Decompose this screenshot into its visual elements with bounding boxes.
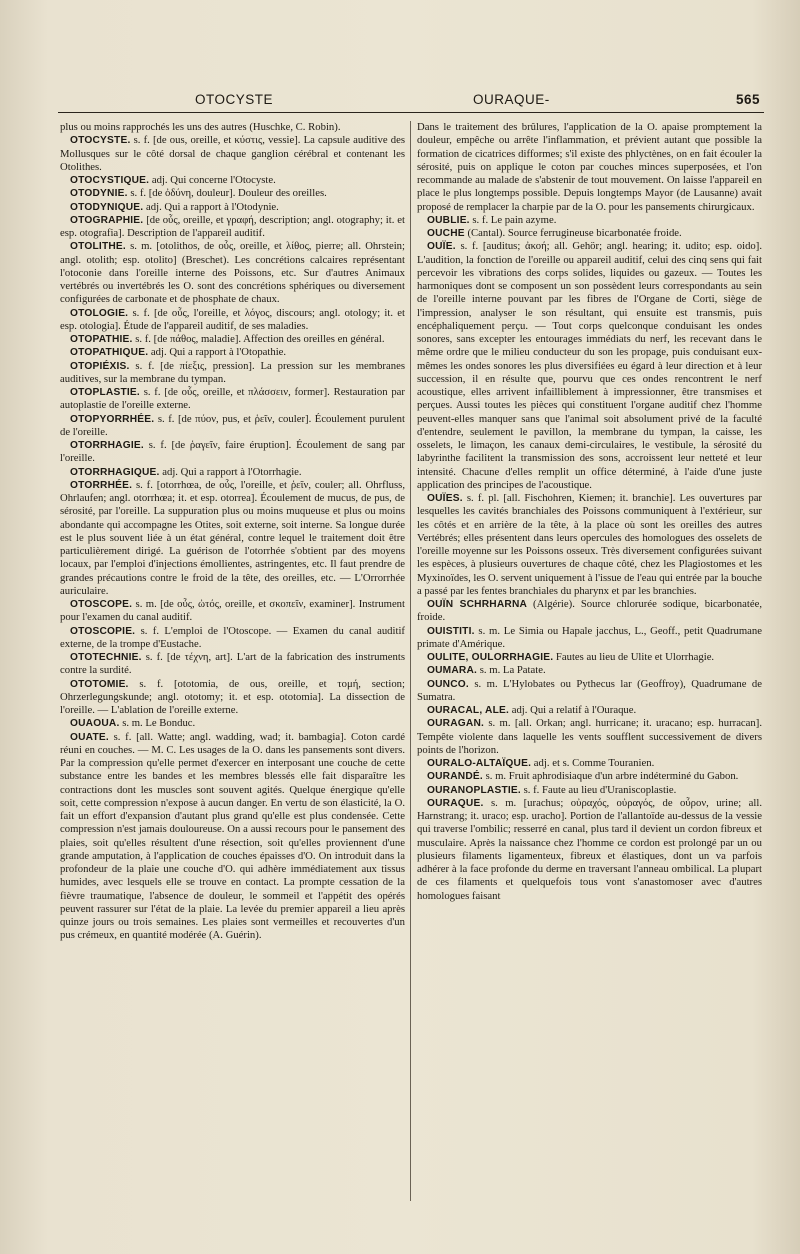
right-column: [417, 121, 762, 903]
entry-definition: s. f. L'emploi de l'Otoscope. — Examen du canal auditif externe, de la trompe d'Eustache.: [60, 624, 405, 650]
entry-headword: OTOCYSTIQUE.: [70, 175, 150, 186]
entry-definition: s. f. [all. Watte; angl. wadding, wad; it. bambagia]. Coton cardé réuni en couches. — M. C. Les usages de la O. dans les pansements sont divers. Par la compression qu'elle permet d'exercer en interposant une couche de cette substance entre les bandes et les membres blessés elle fait disparaître les contractions dont les muscles sont souvent agités. Quelque énergique qu'elle soit, cette compression n'expose à aucun danger. En vertu de son élasticité, la O. fait un effort d'expansion d'autant plus grand qu'elle est plus condensée. Cette compression n'est jamais douloureuse. On a aussi recours pour le pansement des plaies, soit qu'elles résultent d'une résection, soit qu'elles proviennent d'une grande amputation, à l'application de couches épaisses d'O. On introduit dans la profondeur de la plaie une couche d'O. qui adhère immédiatement aux tissus humides, avec lesquels elle se trouve en contact. La prompte cessation de la fièvre traumatique, l'absence de douleur, le sommeil et l'appétit des opérés peuvent rassurer sur l'état de la plaie. La levée du premier appareil a lieu après quinze jours ou trois semaines. Les plaies sont vermeilles et recouvertes d'un pus crémeux, en quantité modérée (A. Guérin).: [60, 730, 405, 942]
entry-definition: s. m. Le Simia ou Hapale jacchus, L., Geoff., petit Quadrumane primate d'Amérique.: [417, 624, 762, 650]
dictionary-entry: [60, 651, 405, 678]
entry-definition: adj. et s. Comme Touranien.: [531, 757, 655, 769]
dictionary-entry: [60, 717, 405, 730]
dictionary-entry: [60, 360, 405, 387]
entry-headword: OUAOUA.: [70, 718, 120, 730]
entry-headword: OURACAL, ALE.: [427, 705, 510, 716]
entry-headword: OTOLITHE.: [70, 241, 126, 253]
header-rule: [58, 112, 764, 113]
entry-definition: plus ou moins rapprochés les uns des autres (Huschke, C. Robin).: [60, 121, 341, 133]
dictionary-entry: [60, 174, 405, 187]
entry-headword: OTOTECHNIE.: [70, 652, 142, 663]
entry-definition: adj. Qui a rapport à l'Otodynie.: [143, 200, 279, 213]
entry-headword: OTOLOGIE.: [70, 307, 129, 319]
entry-definition: adj. Qui a rapport à l'Otorrhagie.: [159, 465, 302, 478]
entry-definition: (Algérie). Source chlorurée sodique, bicarbonatée, froide.: [417, 598, 762, 624]
entry-definition: s. f. [de πύον, pus, et ῥεῖν, couler]. Écoulement purulent de l'oreille.: [60, 412, 405, 438]
entry-definition: s. f. pl. [all. Fischohren, Kiemen; it. branchie]. Les ouvertures par lesquelles les cavités branchiales des Poissons communiquent à l'extérieur, sur les côtés et en arrière de la tête, à la place où sont les oreilles des autres Vertébrés; elles présentent dans leurs opercules des homologues des osselets de l'oreille moyenne sur les Poissons osseux. Très diversement configurées suivant les espèces, à plusieurs ouvertures de chaque côté, chez les Plagiostomes et les Myxinoïdes, les O. servent uniquement à l'issue de l'eau qui entrée par la bouche a passé par les fentes branchiales du pharynx et par les branchies.: [417, 492, 762, 597]
entry-definition: [de οὖς, oreille, et γραφή, description; angl. otography; it. et esp. otografia]. Description de l'appareil auditif.: [60, 213, 405, 239]
dictionary-entry: [60, 333, 405, 346]
dictionary-entry: [60, 731, 405, 943]
dictionary-entry: [60, 214, 405, 241]
entry-headword: OUÏN SCHRHARNA: [427, 599, 528, 610]
entry-definition: s. f. [de πίεξις, pression]. La pression sur les membranes auditives, sur la membrane du tympan.: [60, 359, 405, 385]
dictionary-entry: [60, 307, 405, 334]
dictionary-entry: [60, 386, 405, 413]
entry-headword: OUÏE.: [427, 241, 456, 253]
entry-headword: OURAQUE.: [427, 797, 484, 809]
running-header: [60, 92, 760, 112]
dictionary-entry: [60, 598, 405, 625]
entry-definition: s. f. [otorrhœa, de οὖς, l'oreille, et ῥεῖν, couler; all. Ohrfluss, Ohrlaufen; angl. otorrhœa; it. et esp. otorrea]. Écoulement de mucus, de pus, de sérosité, par l'oreille. La suppuration plus ou moins muqueuse et plus ou moins abondante qui accompagne les Otites, soit externe, soit interne. Sa longue durée est le plus souvent liée à un état général, contre lequel le traitement doit être particulièrement dirigé. La guérison de l'otorrhée s'obtient par des moyens locaux, par l'emploi d'injections émollientes, astringentes, etc. Il faut prendre de grandes précautions contre le froid de la tête, des oreilles, etc. — L'Orrorrhée auriculaire.: [60, 478, 405, 597]
entry-definition: Fautes au lieu de Ulite et Ulorrhagie.: [553, 651, 715, 663]
entry-headword: OURAGAN.: [427, 718, 485, 730]
dictionary-entry: [417, 492, 762, 598]
dictionary-entry: [60, 121, 405, 134]
dictionary-entry: [417, 651, 762, 664]
dictionary-entry: [417, 240, 762, 492]
entry-definition: s. f. [de πάθος, maladie]. Affection des oreilles en général.: [132, 333, 385, 345]
header-right-word: OURAQUE-: [473, 92, 550, 107]
entry-headword: OUATE.: [70, 731, 109, 743]
entry-definition: s. m. L'Hylobates ou Pythecus lar (Geoffroy), Quadrumane de Sumatra.: [417, 677, 762, 703]
entry-definition: s. m. La Patate.: [477, 664, 546, 677]
entry-definition: s. m. [otolithos, de οὖς, oreille, et λίθος, pierre; all. Ohrstein; angl. otolith; esp. otolito] (Breschet). Les concrétions calcaires représentant l'otoconie dans l'oreille interne des Poissons, etc. Sur d'autres Animaux vertébrés ou invertébrés les O. sont des concrétions sphériques ou diversement configurées de carbonate et de phosphate de chaux.: [60, 240, 405, 306]
entry-headword: OTODYNIQUE.: [70, 201, 144, 213]
entry-headword: OULITE, OULORRHAGIE.: [427, 652, 554, 663]
entry-definition: adj. Qui a relatif à l'Ouraque.: [509, 704, 637, 716]
entry-definition: s. m. Le Bonduc.: [119, 717, 196, 730]
dictionary-entry: [417, 770, 762, 783]
entry-headword: OTODYNIE.: [70, 188, 128, 200]
dictionary-entry: [60, 413, 405, 440]
dictionary-entry: [60, 201, 405, 214]
dictionary-entry: [417, 625, 762, 652]
entry-headword: OTOPLASTIE.: [70, 387, 140, 398]
entry-definition: adj. Qui a rapport à l'Otopathie.: [148, 346, 287, 359]
entry-headword: OURANOPLASTIE.: [427, 784, 521, 796]
entry-definition: s. f. [auditus; ἀκοή; all. Gehör; angl. hearing; it. udito; esp. oido]. L'audition, la fonction de l'oreille ou appareil auditif, celui des cinq sens qui fait percevoir les vibrations des corps solides, liquides ou gazeux. — Toutes les harmoniques dont se composent un son possèdent leurs correspondants au sein de l'oreille interne pouvant par les fibres de l'Organe de Corti, siège de l'impression, analyser le son résultant, qui ensuite est transmis, puis encéphaliquement perçu. — Tout corps quelconque conduisant les ondes sonores, sans excepter les entourages immédiats du nerf, les recevant dans le même ordre que le milieu conducteur du son les propage, puis conduisant eux-mêmes les ondes sonores les plus diversifiées eu égard à leur direction et à leur succession, il en résulte que, pourvu que ces ondes rencontrent le nerf acoustique, elles arrivent infailliblement à impressionner, être transmises et perçues. Aussi toutes les pièces qui constituent l'organe auditif chez l'homme peuvent-elles manquer sans que l'animal soit absolument privé de la faculté d'entendre, seulement le pavillon, la membrane du tympan, la caisse, les osselets, le limaçon, les canaux demi-circulaires, le vestibule, la sérosité du labyrinthe facilitent la transmission des sons, accroissent leur netteté et leur intensité. Chacune d'elles remplit un office déterminé, à l'aide d'une juste application des principes de l'acoustique.: [417, 240, 762, 491]
dictionary-entry: [60, 479, 405, 598]
entry-definition: s. m. [urachus; οὐραχός, οὐραγός, de οὖρον, urine; all. Harnstrang; it. uraco; esp. uracho]. Portion de l'allantoïde au-dessus de la vessie qui traverse l'ombilic; resserré en canal, plus tard il devient un cordon fibreux et musculaire. Après la naissance chez l'homme ce cordon est prolongé par un ou plusieurs filaments ligamenteux, fibreux et élastiques, dont un va parfois adhérer à la face profonde du derme en traversant l'anneau ombilical. La plupart de ces filaments et quelquefois tous vont s'anastomoser avec d'autres homologues faisant: [417, 796, 762, 902]
entry-definition: s. m. Fruit aphrodisiaque d'un arbre indéterminé du Gabon.: [482, 770, 739, 783]
header-left-word: OTOCYSTE: [195, 92, 274, 107]
dictionary-entry: [60, 678, 405, 718]
entry-headword: OUCHE: [427, 228, 465, 239]
dictionary-entry: [417, 214, 762, 227]
entry-definition: s. f. [de τέχνη, art]. L'art de la fabrication des instruments contre la surdité.: [60, 651, 405, 677]
dictionary-entry: [60, 240, 405, 306]
entry-headword: OUISTITI.: [427, 625, 475, 637]
entry-headword: OTOPATHIE.: [70, 334, 133, 345]
dictionary-entry: [417, 598, 762, 625]
entry-definition: s. m. [all. Orkan; angl. hurricane; it. uracano; esp. hurracan]. Tempête violente dans laquelle les vents soufflent successivement de divers points de l'horizon.: [417, 717, 762, 756]
dictionary-entry: [417, 717, 762, 757]
dictionary-entry: [417, 784, 762, 797]
entry-headword: OTOSCOPE.: [70, 599, 133, 610]
entry-headword: OTORRHAGIQUE.: [70, 466, 160, 478]
entry-headword: OURALO-ALTAÏQUE.: [427, 758, 532, 769]
dictionary-entry: [60, 625, 405, 652]
dictionary-entry: [417, 121, 762, 214]
entry-headword: OTOTOMIE.: [70, 678, 129, 690]
entry-headword: OTOPATHIQUE.: [70, 347, 149, 359]
entry-definition: s. f. [de ὀδύνη, douleur]. Douleur des oreilles.: [127, 187, 327, 200]
dictionary-entry: [417, 678, 762, 705]
dictionary-entry: [417, 757, 762, 770]
dictionary-entry: [417, 664, 762, 677]
left-column: [60, 121, 405, 943]
entry-headword: OUMARA.: [427, 665, 478, 677]
entry-headword: OTOSCOPIE.: [70, 625, 136, 637]
entry-definition: Dans le traitement des brûlures, l'application de la O. apaise promptement la douleur, empêche ou arrête l'inflammation, et prévient autant que possible la formation de cicatrices difformes; s'il existe des phlyctènes, on en fait écouler la sérosité, puis on applique le coton par couches minces superposées, et l'on recommande au malade de s'abstenir de tout mouvement. On laisse l'appareil en place le plus longtemps possible. Depuis longtemps Mayor (de Lausanne) avait proposé de remplacer la charpie par de la O. pour les pansements chirurgicaux.: [417, 121, 762, 213]
entry-definition: adj. Qui concerne l'Otocyste.: [149, 174, 276, 186]
entry-definition: s. f. [de οὖς, l'oreille, et λόγος, discours; angl. otology; it. et esp. otologia]. Étude de l'appareil auditif, de ses maladies.: [60, 306, 405, 332]
entry-headword: OTOPYORRHÉE.: [70, 413, 155, 425]
entry-headword: OTORRHAGIE.: [70, 440, 144, 451]
entry-headword: OUBLIE.: [427, 214, 470, 226]
entry-definition: s. f. Faute au lieu d'Uraniscoplastie.: [520, 783, 677, 796]
column-divider: [410, 121, 411, 1201]
entry-definition: s. m. [de οὖς, ὠτός, oreille, et σκοπεῖν, examiner]. Instrument pour l'examen du canal auditif.: [60, 598, 405, 624]
dictionary-entry: [60, 134, 405, 174]
entry-headword: OURANDÉ.: [427, 771, 483, 783]
entry-headword: OTOPIÉXIS.: [70, 360, 130, 372]
dictionary-entry: [417, 797, 762, 903]
entry-headword: OTOCYSTE.: [70, 135, 131, 147]
entry-definition: s. f. [ototomia, de ous, oreille, et τομή, section; Ohrzerlegungskunde; angl. ototomy; it. et esp. ototomia]. La dissection de l'oreille. — L'ablation de l'oreille externe.: [60, 677, 405, 716]
entry-definition: s. f. [de οὖς, oreille, et πλάσσειν, former]. Restauration par autoplastie de l'oreille externe.: [60, 386, 405, 412]
dictionary-entry: [60, 466, 405, 479]
dictionary-entry: [417, 227, 762, 240]
entry-headword: OTORRHÉE.: [70, 479, 133, 491]
page-number: 565: [735, 92, 760, 107]
entry-headword: OTOGRAPHIE.: [70, 214, 144, 226]
entry-definition: s. f. [de ῥαγεῖν, faire éruption]. Écoulement de sang par l'oreille.: [60, 439, 405, 465]
dictionary-entry: [417, 704, 762, 717]
dictionary-entry: [60, 187, 405, 200]
entry-definition: s. f. [de ous, oreille, et κύστις, vessie]. La capsule auditive des Mollusques sur le côté dorsal de chaque ganglion cérébral et contenant les Otolithes.: [60, 134, 405, 173]
entry-definition: (Cantal). Source ferrugineuse bicarbonatée froide.: [464, 227, 682, 239]
entry-definition: s. f. Le pain azyme.: [469, 213, 557, 226]
dictionary-entry: [60, 346, 405, 359]
entry-headword: OUNCO.: [427, 678, 469, 690]
dictionary-entry: [60, 439, 405, 466]
entry-headword: OUÏES.: [427, 493, 463, 504]
